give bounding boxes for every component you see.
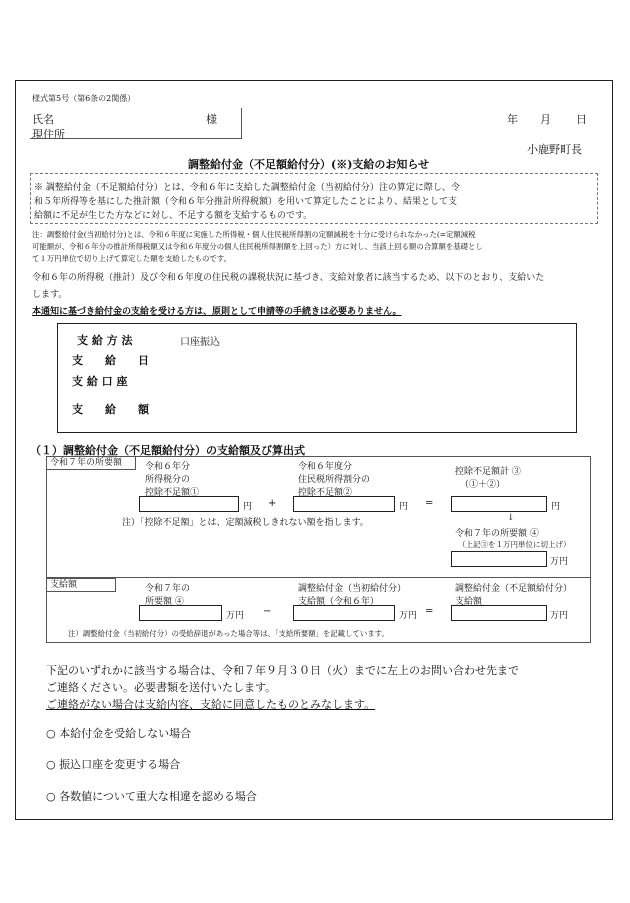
note-line: 給額に不足が生じた方などに対し、不足する額を支給するものです。 [34, 211, 313, 221]
date-month: 月 [540, 113, 551, 126]
resident-tax-shortfall-field [293, 496, 395, 512]
option-decline: ○ 本給付金を受給しない場合 [46, 727, 192, 740]
name-label: 氏名 [32, 113, 54, 126]
yen-unit: 円 [551, 502, 561, 512]
man-yen-unit: 万円 [399, 611, 418, 621]
required-amount-col-title: 所要額 ④ [145, 597, 184, 607]
calc-table-divider [46, 577, 591, 578]
honorific: 様 [206, 113, 217, 126]
payment-method-label: 支 給 方 法 [77, 334, 133, 347]
footnote-line: 可能額が、令和６年分の推計所得税額又は令和６年度分の個人住民税所得割額を上回った）方に対し、当該上回る額の合算額を基礎とし [32, 242, 483, 251]
down-arrow: ↓ [507, 513, 515, 523]
man-yen-unit: 万円 [550, 611, 569, 621]
issuer: 小鹿野町長 [527, 143, 582, 156]
man-yen-unit: 万円 [226, 611, 245, 621]
body-line: 令和６年の所得税（推計）及び令和６年度の住民税の課税状況に基づき、支給対象者に該当するため、以下のとおり、支給いた [32, 273, 545, 283]
yen-unit: 円 [243, 502, 253, 512]
equals-sign: = [425, 606, 434, 617]
date-year: 年 [507, 113, 518, 126]
initial-payout-note: 注）調整給付金（当初給付分）の受給辞退があった場合等は、「支給所要額」を記載しています。 [68, 629, 389, 638]
section1-heading: （１）調整給付金（不足額給付分）の支給額及び算出式 [30, 444, 305, 457]
recipient-box-edge [241, 108, 242, 138]
initial-payout-field [293, 605, 395, 621]
contact-line: 下記のいずれかに該当する場合は、令和７年９月３０日（火）までに左上のお問い合わせ先まで [46, 664, 519, 677]
payout-label: 支給額 [46, 578, 116, 592]
page-title: 調整給付金（不足額給付分）(※)支給のお知らせ [188, 158, 430, 171]
initial-payout-col-title: 調整給付金（当初給付分） [298, 584, 407, 594]
equals-sign: = [425, 498, 434, 509]
required-amount-field [139, 605, 222, 621]
shortfall-payout-field [451, 605, 547, 621]
total-shortfall-title: 控除不足額計 ③ [455, 467, 521, 477]
income-tax-col-title: 控除不足額① [145, 488, 200, 498]
total-shortfall-formula: （①＋②） [460, 480, 506, 490]
total-shortfall-field [451, 496, 547, 512]
address-label: 現住所 [32, 128, 65, 141]
deduction-note: 注）「控除不足額」とは、定額減税しきれない額を指します。 [122, 518, 369, 528]
required-2025-note: （上記③を１万円単位に切上げ） [458, 540, 571, 549]
body-line: します。 [32, 290, 68, 300]
option-change-account: ○ 振込口座を変更する場合 [46, 758, 181, 771]
required-2025-field [451, 551, 547, 567]
note-line: 和５年所得等を基にした推計額（令和６年分推計所得税額）を用いて算定したことにより、結果として支 [34, 197, 458, 207]
form-number: 様式第5号（第6条の2関係） [32, 94, 136, 103]
note-line: ※ 調整給付金（不足額給付分）とは、令和６年に支給した調整給付金（当初給付分）注の算定に際し、令 [34, 183, 460, 193]
plus-sign: + [268, 498, 277, 509]
footnote-line: 注：調整給付金(当初給付分)とは、令和６年度に実施した所得税・個人住民税所得割の定額減税を十分に受けられなかった(=定額減税 [32, 230, 476, 239]
option-dispute: ○ 各数値について重大な相違を認める場合 [46, 790, 257, 803]
footnote-line: て１万円単位で切り上げて算定した額を支給したものです。 [32, 254, 231, 263]
income-tax-col-title: 令和６年分 [145, 462, 191, 472]
date-day: 日 [576, 113, 587, 126]
income-tax-shortfall-field [139, 496, 239, 512]
shortfall-payout-col-title: 支給額 [455, 597, 483, 607]
consent-notice: ご連絡がない場合は支給内容、支給に同意したものとみなします。 [46, 698, 376, 711]
contact-line: ご連絡ください。必要書類を送付いたします。 [46, 681, 277, 694]
man-yen-unit: 万円 [550, 557, 569, 567]
payment-method-value: 口座振込 [180, 337, 220, 348]
resident-tax-col-title: 控除不足額② [298, 488, 353, 498]
payment-account-label: 支 給 口 座 [72, 375, 128, 388]
resident-tax-col-title: 住民税所得割分の [298, 475, 371, 485]
recipient-box-bottom [30, 138, 242, 139]
payment-date-label: 支 給 日 [72, 354, 149, 367]
initial-payout-col-title: 支給額（令和６年） [298, 597, 380, 607]
required-2025-title: 令和７年の所要額 ④ [455, 529, 539, 539]
no-application-notice: 本通知に基づき給付金の支給を受ける方は、原則として申請等の手続きは必要ありません。 [32, 307, 402, 317]
required-amount-col-title: 令和７年の [145, 584, 191, 594]
yen-unit: 円 [399, 502, 409, 512]
resident-tax-col-title: 令和６年度分 [298, 462, 353, 472]
payment-amount-label: 支 給 額 [72, 403, 149, 416]
income-tax-col-title: 所得税分の [145, 475, 191, 485]
minus-sign: − [263, 606, 272, 617]
shortfall-payout-col-title: 調整給付金（不足額給付分） [455, 584, 573, 594]
required-amount-label: 令和７年の所要額 [46, 456, 136, 470]
